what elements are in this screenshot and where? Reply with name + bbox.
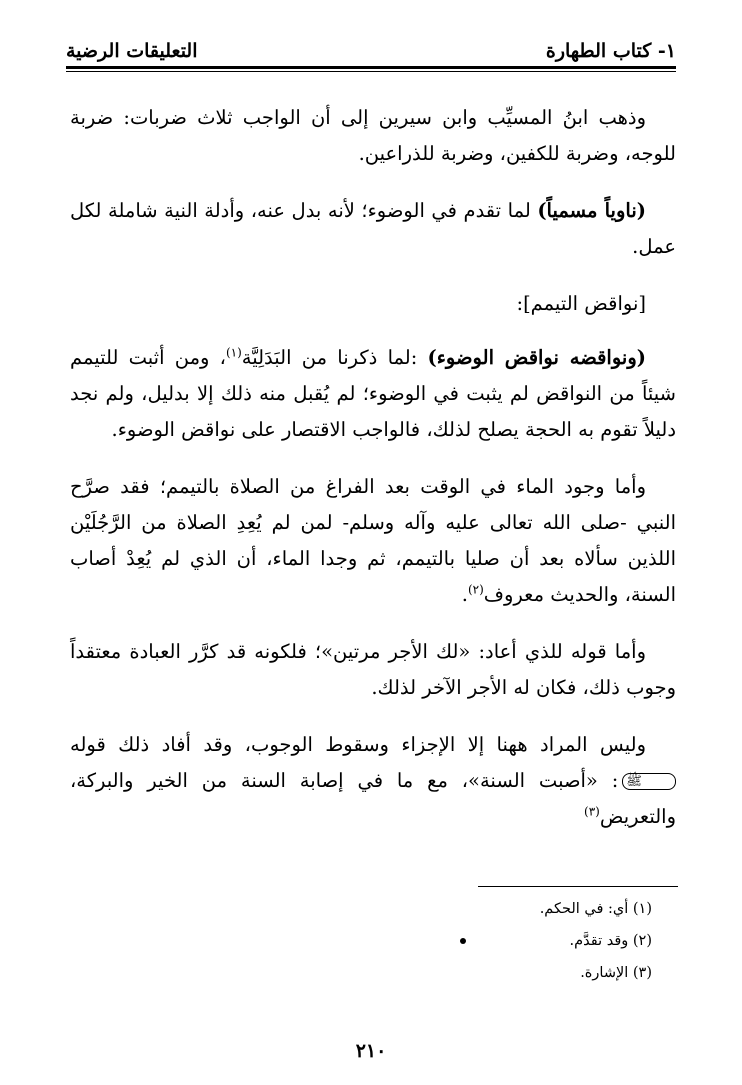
paragraph-6 [70, 727, 676, 835]
paragraph-5: وأما قوله للذي أعاد: «لك الأجر مرتين»؛ فلكونه قد كرَّر العبادة معتقداً وجوب ذلك، فكان له الأجر الآخر لذلك. [70, 640, 676, 699]
paragraph-3 [70, 340, 676, 448]
footnote-ref-3: (٣) [584, 804, 600, 819]
matn-quote: (ونواقضه نواقض الوضوء) [427, 346, 646, 369]
section-heading: [نواقض التيمم]: [516, 292, 646, 315]
paragraph-4-end: . [461, 583, 468, 606]
salla-icon: ﷺ [622, 773, 676, 790]
stray-dot [460, 938, 466, 944]
paragraph-2-text: لما تقدم في الوضوء؛ لأنه بدل عنه، وأدلة النية شاملة لكل عمل. [70, 199, 676, 258]
body-text [70, 100, 676, 856]
paragraph-1: وذهب ابنُ المسيِّب وابن سيرين إلى أن الواجب ثلاث ضربات: ضربة للوجه، وضربة للكفين، وضربة للذراعين. [70, 106, 676, 165]
paragraph-4-text: وأما وجود الماء في الوقت بعد الفراغ من الصلاة بالتيمم؛ فقد صرَّح النبي -صلى الله تعالى عليه وآله وسلم- لمن لم يُعِدِ الصلاة من الرَّجُلَيْن اللذين سألاه بعد أن صليا بالتيمم، ثم وجدا الماء، أن الذي لم يُعِدْ أصاب السنة، والحديث معروف [70, 475, 676, 606]
paragraph-2 [70, 193, 676, 265]
header-rule-thin [66, 71, 676, 72]
paragraph-6-text-b: : «أصبت السنة»، مع ما في إصابة السنة من الخير والبركة، والتعريض [70, 769, 676, 828]
footnote-2: (٢) وقد تقدَّم. [569, 933, 652, 949]
footnote-ref-2: (٢) [467, 582, 484, 597]
header-rule-thick [66, 66, 676, 69]
matn-quote: (ناوياً مسمياً) [537, 199, 646, 222]
footnotes [352, 898, 652, 994]
book-title: التعليقات الرضية [66, 40, 198, 62]
paragraph-3-text-a: :لما ذكرنا من البَدَلِيَّة [241, 346, 428, 369]
footnote-separator [478, 886, 678, 887]
page-number: ٢١٠ [355, 1040, 387, 1062]
footnote-ref-1: (١) [225, 345, 242, 360]
chapter-title: ١- كتاب الطهارة [545, 40, 676, 62]
paragraph-6-text-a: وليس المراد ههنا إلا الإجزاء وسقوط الوجوب، وقد أفاد ذلك قوله [70, 733, 646, 756]
footnote-3: (٣) الإشارة. [580, 965, 652, 981]
paragraph-4 [70, 469, 676, 613]
footnote-1: (١) أي: في الحكم. [539, 901, 652, 917]
running-header [66, 30, 676, 62]
paragraph-3-text-b: ، ومن أثبت للتيمم شيئاً من النواقض لم يثبت في الوضوء؛ لم يُقبل منه ذلك إلا بدليل، ولم نجد دليلاً تقوم به الحجة يصلح لذلك، فالواجب الاقتصار على نواقض الوضوء. [70, 346, 676, 441]
